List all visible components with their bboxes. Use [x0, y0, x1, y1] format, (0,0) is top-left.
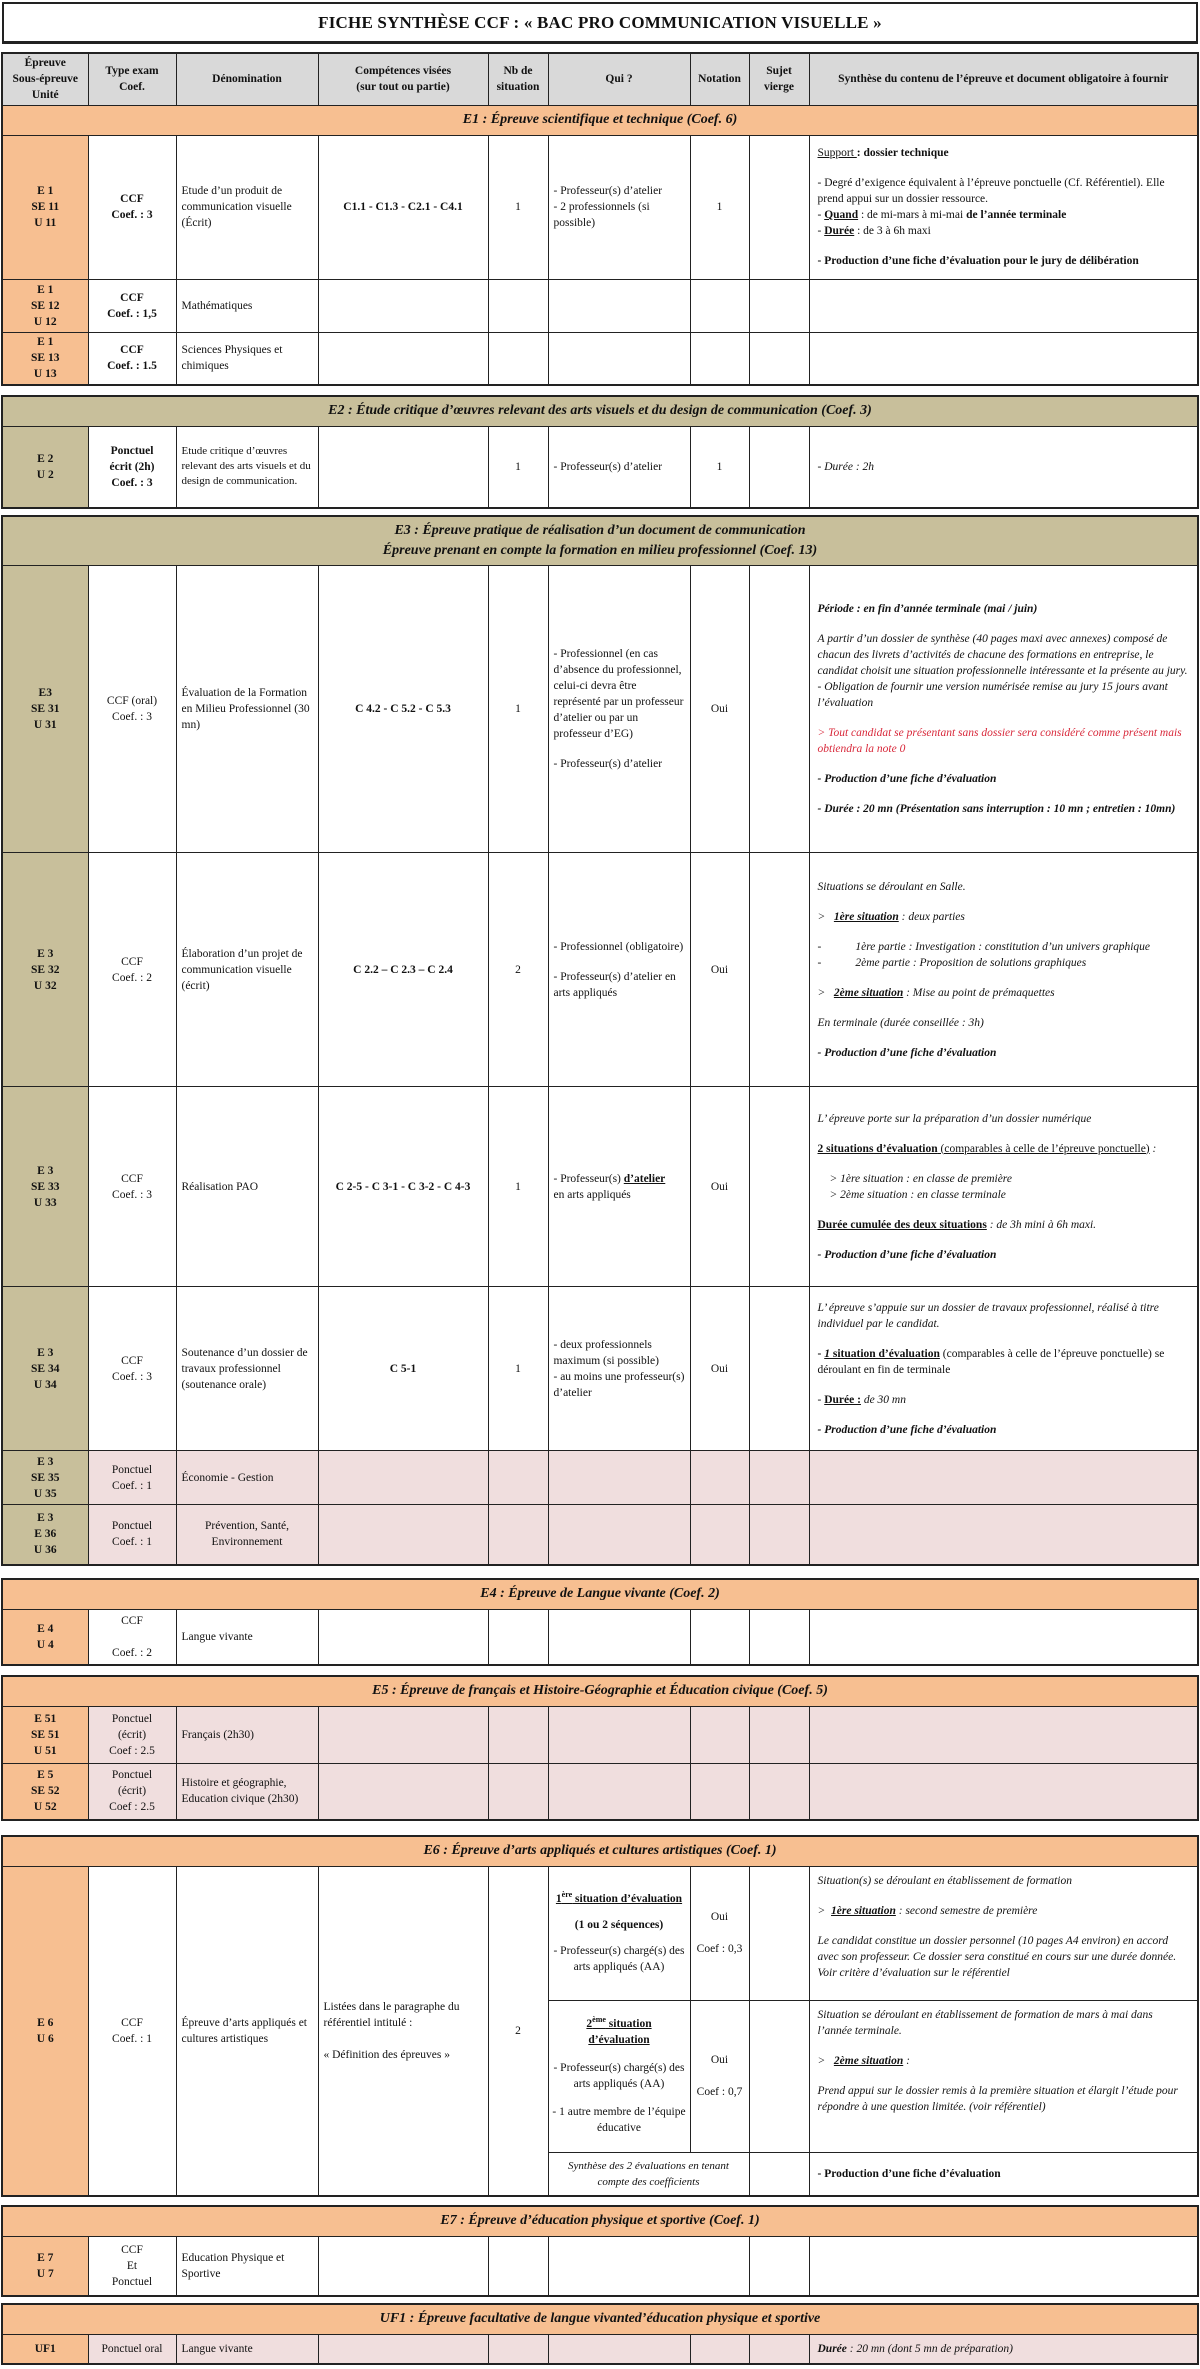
qui-cell: - Professionnel (obligatoire) - Professeur(s) d’atelier en arts appliqués	[548, 853, 690, 1087]
table-header-row	[2, 53, 1198, 105]
warning-text: > Tout candidat se présentant sans dossier sera considéré comme présent mais obtiendra la note 0	[817, 727, 1182, 755]
nb-situation-cell: 1	[488, 426, 548, 508]
section-header-e2	[2, 396, 1198, 426]
title-text: FICHE SYNTHÈSE CCF : « BAC PRO COMMUNICATION VISUELLE »	[318, 12, 882, 32]
synthese-cell: Support : dossier technique - Degré d’exigence équivalent à l’épreuve ponctuelle (Cf. Référentiel). Elle prend appui sur un dossier ressource. - Quand : de mi-mars à mi-mai de l’année terminale - Durée : de 3 à 6h maxi - Production d’une fiche d’évaluation pour le jury de délibération	[809, 135, 1198, 279]
type-cell: CCF Coef. : 1,5	[88, 279, 176, 332]
type-cell: Ponctuel (écrit) Coef : 2.5	[88, 1763, 176, 1820]
notation-cell: Oui	[690, 1087, 749, 1287]
table-e4	[1, 1578, 1199, 1666]
denomination-cell: Soutenance d’un dossier de travaux professionnel (soutenance orale)	[176, 1287, 318, 1451]
document-title	[2, 2, 1198, 44]
denomination-cell: Évaluation de la Formation en Milieu Professionnel (30 mn)	[176, 566, 318, 853]
synthese-cell: L’ épreuve s’appuie sur un dossier de travaux professionnel, réalisé à titre individuel par le candidat. - 1 situation d’évaluation (comparables à celle de l’épreuve ponctuelle) se déroulant en fin de terminale - Durée : de 30 mn - Production d’une fiche d’évaluation	[809, 1287, 1198, 1451]
epreuve-cell: E 1 SE 13 U 13	[2, 332, 88, 385]
section-header-e5	[2, 1676, 1198, 1706]
table-e2	[1, 395, 1199, 509]
section-title-e1: E1 : Épreuve scientifique et technique (Coef. 6)	[2, 105, 1198, 135]
synthese-cell: Situations se déroulant en Salle. > 1ère situation : deux parties - 1ère partie : Investigation : constitution d’un univers graphique - 2ème partie : Proposition de solutions graphiques > 2ème situation : Mise au point de prémaquettes En terminale (durée conseillée : 3h) - Production d’une fiche d’évaluation	[809, 853, 1198, 1087]
type-cell: CCF Coef. : 3	[88, 135, 176, 279]
table-row	[2, 853, 1198, 1087]
header-epreuve: Épreuve Sous-épreuve Unité	[2, 53, 88, 105]
table-row	[2, 332, 1198, 385]
synthese-cell: - Durée : 2h	[809, 426, 1198, 508]
epreuve-cell: E 3 SE 33 U 33	[2, 1087, 88, 1287]
section-title-e7: E7 : Épreuve d’éducation physique et sportive (Coef. 1)	[2, 2206, 1198, 2236]
qui-cell: - Professionnel (en cas d’absence du professionnel, celui-ci devra être représenté par un professeur d’atelier ou par un professeur d’EG) - Professeur(s) d’atelier	[548, 566, 690, 853]
competences-cell: C1.1 - C1.3 - C2.1 - C4.1	[318, 135, 488, 279]
denomination-cell: Réalisation PAO	[176, 1087, 318, 1287]
epreuve-cell: E 51 SE 51 U 51	[2, 1706, 88, 1763]
table-row	[2, 426, 1198, 508]
type-cell: Ponctuel Coef. : 1	[88, 1451, 176, 1505]
table-uf1	[1, 2303, 1199, 2365]
section-header-e1	[2, 105, 1198, 135]
denomination-cell: Prévention, Santé, Environnement	[176, 1505, 318, 1565]
type-cell: Ponctuel (écrit) Coef : 2.5	[88, 1706, 176, 1763]
type-cell: CCF Et Ponctuel	[88, 2236, 176, 2296]
table-row	[2, 1087, 1198, 1287]
epreuve-cell: E 1 SE 12 U 12	[2, 279, 88, 332]
table-e5	[1, 1675, 1199, 1821]
synthese-cell: Durée : 20 mn (dont 5 mn de préparation)	[809, 2334, 1198, 2364]
table-row	[2, 279, 1198, 332]
notation-cell: Oui	[690, 853, 749, 1087]
type-cell: CCF Coef. : 2	[88, 853, 176, 1087]
table-row	[2, 1706, 1198, 1763]
section-header-e3	[2, 516, 1198, 566]
epreuve-cell: UF1	[2, 2334, 88, 2364]
epreuve-cell: E 6 U 6	[2, 1866, 88, 2196]
denomination-cell: Histoire et géographie, Education civique (2h30)	[176, 1763, 318, 1820]
type-cell: CCF Coef. : 1	[88, 1866, 176, 2196]
section-title-e4: E4 : Épreuve de Langue vivante (Coef. 2)	[2, 1579, 1198, 1609]
section-header-e4	[2, 1579, 1198, 1609]
table-row	[2, 1763, 1198, 1820]
nb-situation-cell: 1	[488, 1087, 548, 1287]
sujet-vierge-cell	[749, 135, 809, 279]
header-synthese: Synthèse du contenu de l’épreuve et document obligatoire à fournir	[809, 53, 1198, 105]
type-cell: Ponctuel oral	[88, 2334, 176, 2364]
epreuve-cell: E 4 U 4	[2, 1609, 88, 1665]
table-row	[2, 566, 1198, 853]
epreuve-cell: E 2 U 2	[2, 426, 88, 508]
competences-cell: C 2.2 – C 2.3 – C 2.4	[318, 853, 488, 1087]
qui-cell: - Professeur(s) d’atelier - 2 professionnels (si possible)	[548, 135, 690, 279]
table-row	[2, 2334, 1198, 2364]
synthese-cell: Situation se déroulant en établissement de formation de mars à mai dans l’année terminale. > 2ème situation : Prend appui sur le dossier remis à la première situation et élargit l’étude pour répondre à une question limitée. (voir référentiel)	[809, 2000, 1198, 2152]
section-header-e6	[2, 1836, 1198, 1866]
header-qui: Qui ?	[548, 53, 690, 105]
notation-cell: Oui	[690, 566, 749, 853]
epreuve-cell: E 3 SE 32 U 32	[2, 853, 88, 1087]
epreuve-cell: E 3 E 36 U 36	[2, 1505, 88, 1565]
denomination-cell: Économie - Gestion	[176, 1451, 318, 1505]
epreuve-cell: E 7 U 7	[2, 2236, 88, 2296]
epreuve-cell: E 3 SE 35 U 35	[2, 1451, 88, 1505]
synthese-cell: Situation(s) se déroulant en établissement de formation > 1ère situation : second semestre de première Le candidat constitue un dossier personnel (10 pages A4 environ) en accord avec son professeur. Ce dossier sera constitué en cours sur une durée donnée. Voir critère d’évaluation sur le référentiel	[809, 1866, 1198, 2000]
denomination-cell: Sciences Physiques et chimiques	[176, 332, 318, 385]
table-row	[2, 1505, 1198, 1565]
section-title-e3: E3 : Épreuve pratique de réalisation d’un document de communication Épreuve prenant en compte la formation en milieu professionnel (Coef. 13)	[2, 516, 1198, 566]
nb-situation-cell: 1	[488, 566, 548, 853]
section-title-uf1: UF1 : Épreuve facultative de langue vivanted’éducation physique et sportive	[2, 2304, 1198, 2334]
table-e7	[1, 2205, 1199, 2297]
header-competences: Compétences visées (sur tout ou partie)	[318, 53, 488, 105]
nb-situation-cell: 1	[488, 135, 548, 279]
epreuve-cell: E3 SE 31 U 31	[2, 566, 88, 853]
table-e3	[1, 515, 1199, 1566]
notation-cell: Oui Coef : 0,3	[690, 1866, 749, 2000]
notation-cell: Oui Coef : 0,7	[690, 2000, 749, 2152]
table-row	[2, 1451, 1198, 1505]
synthese-cell: Période : en fin d’année terminale (mai / juin) A partir d’un dossier de synthèse (40 pages maxi avec annexes) composé de chacun des livrets d’activités de chacune des formations en entreprise, le candidat choisit une situation professionnelle intéressante et la présente au jury. - Obligation de fournir une version numérisée remise au jury 15 jours avant l’évaluation > Tout candidat se présentant sans dossier sera considéré comme présent mais obtiendra la note 0 - Production d’une fiche d’évaluation - Durée : 20 mn (Présentation sans interruption : 10 mn ; entretien : 10mn)	[809, 566, 1198, 853]
section-title-e6: E6 : Épreuve d’arts appliqués et cultures artistiques (Coef. 1)	[2, 1836, 1198, 1866]
section-title-e2: E2 : Étude critique d’œuvres relevant des arts visuels et du design de communication (Coef. 3)	[2, 396, 1198, 426]
competences-cell: Listées dans le paragraphe du référentiel intitulé : « Définition des épreuves »	[318, 1866, 488, 2196]
section-header-uf1	[2, 2304, 1198, 2334]
epreuve-cell: E 5 SE 52 U 52	[2, 1763, 88, 1820]
header-denomination: Dénomination	[176, 53, 318, 105]
table-row	[2, 1609, 1198, 1665]
notation-cell: Oui	[690, 1287, 749, 1451]
type-cell: CCF Coef. : 3	[88, 1287, 176, 1451]
denomination-cell: Langue vivante	[176, 1609, 318, 1665]
type-cell: Ponctuel écrit (2h) Coef. : 3	[88, 426, 176, 508]
header-sujet-vierge: Sujet vierge	[749, 53, 809, 105]
synthese-cell: - Production d’une fiche d’évaluation	[809, 2152, 1198, 2196]
section-title-e5: E5 : Épreuve de français et Histoire-Géographie et Éducation civique (Coef. 5)	[2, 1676, 1198, 1706]
synthesis-note: Synthèse des 2 évaluations en tenant compte des coefficients	[548, 2152, 749, 2196]
table-row	[2, 135, 1198, 279]
qui-cell-situation-1: 1ère situation d’évaluation (1 ou 2 séquences) - Professeur(s) chargé(s) des arts appliqués (AA)	[548, 1866, 690, 2000]
denomination-cell: Mathématiques	[176, 279, 318, 332]
type-cell: CCF Coef. : 2	[88, 1609, 176, 1665]
nb-situation-cell: 2	[488, 1866, 548, 2196]
epreuve-cell: E 1 SE 11 U 11	[2, 135, 88, 279]
denomination-cell: Élaboration d’un projet de communication visuelle (écrit)	[176, 853, 318, 1087]
qui-cell: - deux professionnels maximum (si possible) - au moins une professeur(s) d’atelier	[548, 1287, 690, 1451]
nb-situation-cell: 1	[488, 1287, 548, 1451]
type-cell: CCF Coef. : 3	[88, 1087, 176, 1287]
denomination-cell: Education Physique et Sportive	[176, 2236, 318, 2296]
header-nb-situation: Nb de situation	[488, 53, 548, 105]
denomination-cell: Épreuve d’arts appliqués et cultures artistiques	[176, 1866, 318, 2196]
competences-cell: C 4.2 - C 5.2 - C 5.3	[318, 566, 488, 853]
synthese-cell: L’ épreuve porte sur la préparation d’un dossier numérique 2 situations d’évaluation (comparables à celle de l’épreuve ponctuelle) : > 1ère situation : en classe de première > 2ème situation : en classe terminale Durée cumulée des deux situations : de 3h mini à 6h maxi. - Production d’une fiche d’évaluation	[809, 1087, 1198, 1287]
notation-cell: 1	[690, 135, 749, 279]
competences-cell: C 2-5 - C 3-1 - C 3-2 - C 4-3	[318, 1087, 488, 1287]
nb-situation-cell: 2	[488, 853, 548, 1087]
table-row	[2, 1287, 1198, 1451]
type-cell: CCF Coef. : 1.5	[88, 332, 176, 385]
type-cell: Ponctuel Coef. : 1	[88, 1505, 176, 1565]
denomination-cell: Etude critique d’œuvres relevant des arts visuels et du design de communication.	[176, 426, 318, 508]
table-row	[2, 2236, 1198, 2296]
table-row	[2, 1866, 1198, 2000]
denomination-cell: Etude d’un produit de communication visuelle (Écrit)	[176, 135, 318, 279]
table-e1	[1, 52, 1199, 386]
notation-cell: 1	[690, 426, 749, 508]
qui-cell: - Professeur(s) d’atelier	[548, 426, 690, 508]
header-notation: Notation	[690, 53, 749, 105]
competences-cell: C 5-1	[318, 1287, 488, 1451]
table-e6	[1, 1835, 1199, 2197]
denomination-cell: Français (2h30)	[176, 1706, 318, 1763]
type-cell: CCF (oral) Coef. : 3	[88, 566, 176, 853]
section-header-e7	[2, 2206, 1198, 2236]
header-type: Type exam Coef.	[88, 53, 176, 105]
qui-cell: - Professeur(s) d’atelier en arts appliqués	[548, 1087, 690, 1287]
qui-cell-situation-2: 2ème situation d’évaluation - Professeur(s) chargé(s) des arts appliqués (AA) - 1 autre membre de l’équipe éducative	[548, 2000, 690, 2152]
epreuve-cell: E 3 SE 34 U 34	[2, 1287, 88, 1451]
denomination-cell: Langue vivante	[176, 2334, 318, 2364]
